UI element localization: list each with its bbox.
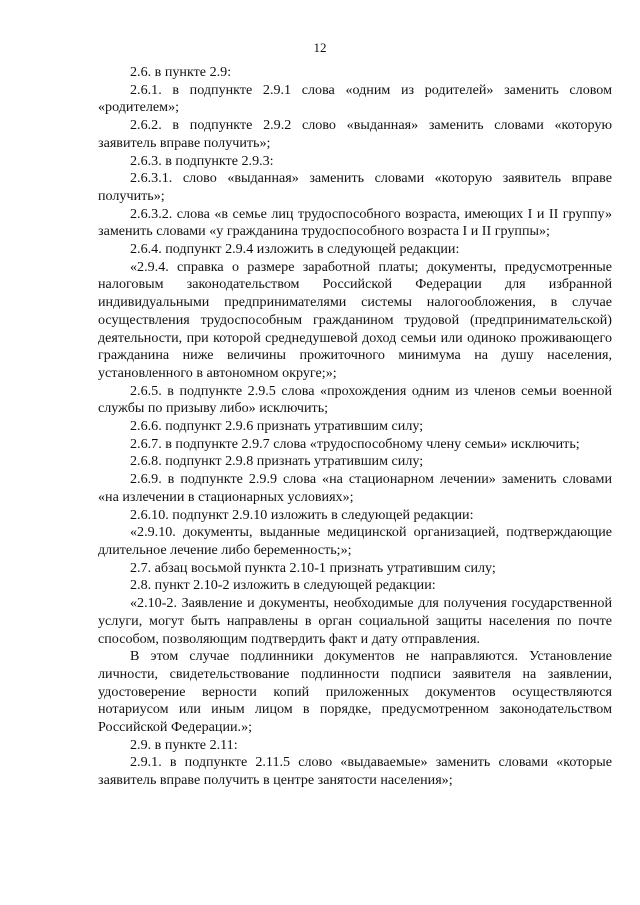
- paragraph-2-8: 2.8. пункт 2.10-2 изложить в следующей редакции:: [130, 577, 436, 594]
- paragraph-2-6: 2.6. в пункте 2.9:: [130, 64, 232, 80]
- paragraph-2-9: 2.9. в пункте 2.11:: [130, 736, 238, 753]
- paragraph-2-6-5: 2.6.5. в подпункте 2.9.5 слова «прохождения одним из членов семьи военной службы по призыву либо» исключить;: [98, 382, 612, 417]
- paragraph-2-9-1: 2.9.1. в подпункте 2.11.5 слово «выдаваемые» заменить словами «которые заявитель вправе получить в центре занятости населения»;: [98, 754, 612, 789]
- page-number: 12: [313, 40, 327, 55]
- paragraph-2-6-3-1: 2.6.3.1. слово «выданная» заменить словами «которую заявитель вправе получить»;: [98, 170, 612, 204]
- paragraph-2-10-2-continued: В этом случае подлинники документов не направляются. Установление личности, свидетельствование подлинности подписи заявителя на заявлении, удостоверение верности копий приложенных документов осуществляются нотариусом или иным лицом в порядке, предусмотренном законодательством Российской Федерации.»;: [98, 648, 612, 736]
- paragraph-2-6-10: 2.6.10. подпункт 2.9.10 изложить в следующей редакции:: [130, 506, 474, 523]
- paragraph-2-10-2-quote: «2.10-2. Заявление и документы, необходимые для получения государственной услуги, могут быть направлены в орган социальной защиты населения по почте способом, позволяющим подтвердить факт и дату отправления.: [98, 595, 612, 647]
- paragraph-2-9-4-quote: «2.9.4. справка о размере заработной платы; документы, предусмотренные налоговым законодательством Российской Федерации для избранной индивидуальными предпринимателями системы налогообложения, в случае осуществления трудоспособным гражданином трудовой (предпринимательской) деятельности, при которой среднедушевой доход семьи или одиноко проживающего гражданина ниже величины прожиточного минимума на душу населения, установленного в автономном округе;»;: [98, 258, 612, 381]
- paragraph-2-7: 2.7. абзац восьмой пункта 2.10-1 признать утратившим силу;: [130, 559, 496, 576]
- paragraph-2-6-8: 2.6.8. подпункт 2.9.8 признать утратившим силу;: [130, 453, 424, 470]
- paragraph-2-6-6: 2.6.6. подпункт 2.9.6 признать утратившим силу;: [130, 418, 424, 435]
- paragraph-2-6-4: 2.6.4. подпункт 2.9.4 изложить в следующей редакции:: [130, 241, 460, 258]
- paragraph-2-6-7: 2.6.7. в подпункте 2.9.7 слова «трудоспособному члену семьи» исключить;: [130, 435, 580, 452]
- paragraph-2-9-10-quote: «2.9.10. документы, выданные медицинской организацией, подтверждающие длительное лечение либо беременность;»;: [98, 524, 612, 558]
- paragraph-2-6-3-2: 2.6.3.2. слова «в семье лиц трудоспособного возраста, имеющих I и II группу» заменить словами «у гражданина трудоспособного возраста I и II группы»;: [98, 205, 612, 240]
- paragraph-2-6-2: 2.6.2. в подпункте 2.9.2 слово «выданная» заменить словами «которую заявитель вправе получить»;: [98, 117, 612, 151]
- paragraph-2-6-9: 2.6.9. в подпункте 2.9.9 слова «на стационарном лечении» заменить словами «на излечении в стационарных условиях»;: [98, 471, 612, 505]
- paragraph-2-6-3: 2.6.3. в подпункте 2.9.3:: [130, 152, 274, 169]
- paragraph-2-6-1: 2.6.1. в подпункте 2.9.1 слова «одним из родителей» заменить словом «родителем»;: [98, 81, 612, 116]
- document-body: [98, 64, 612, 790]
